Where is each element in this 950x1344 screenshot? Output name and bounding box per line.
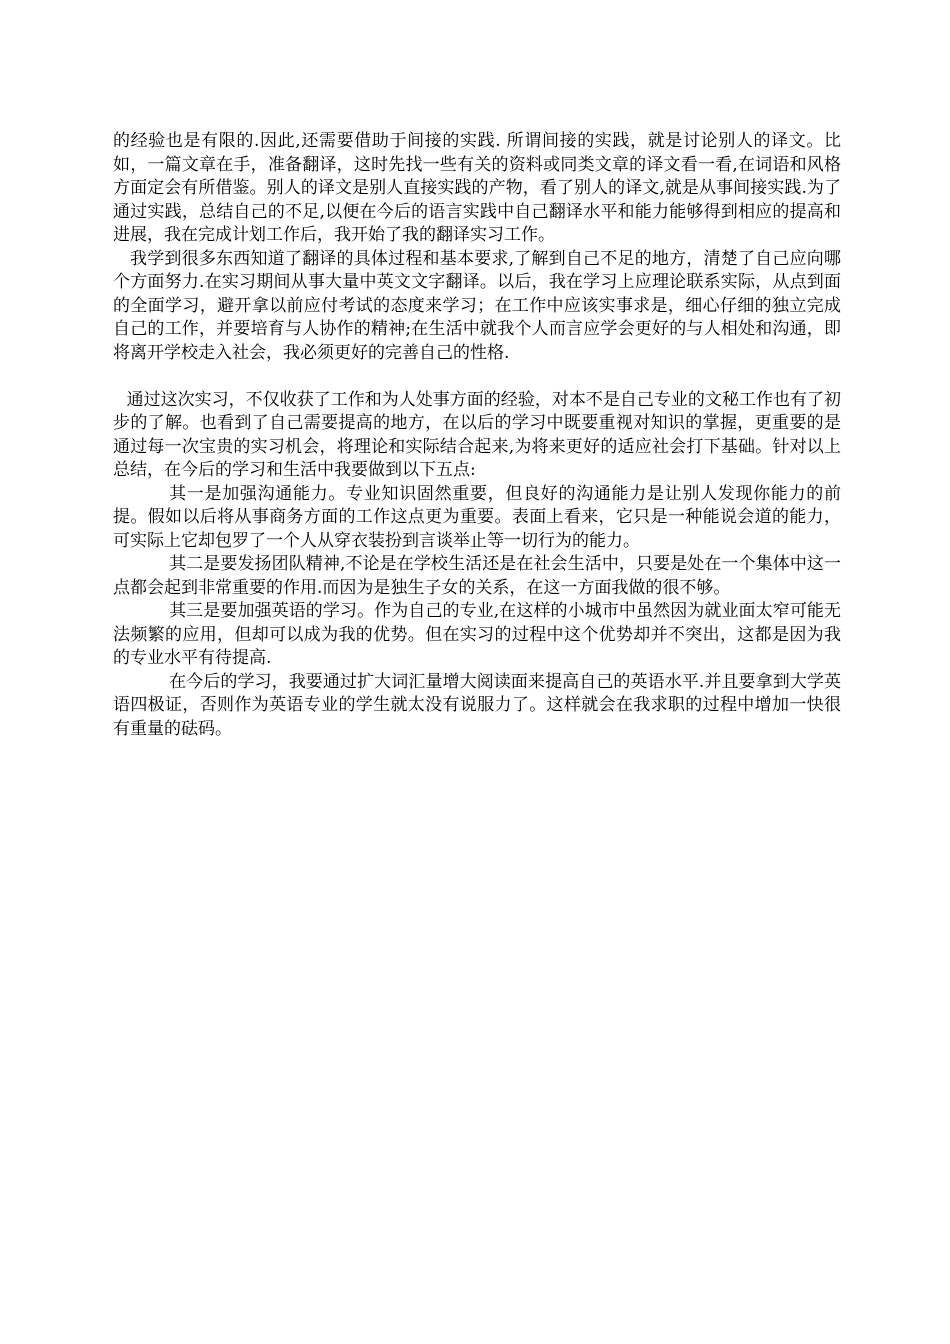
paragraph-1: 的经验也是有限的.因此,还需要借助于间接的实践. 所谓间接的实践，就是讨论别人的译文。比如，一篇文章在手，准备翻译，这时先找一些有关的资料或同类文章的译文看一看,在词语和风格方面定会有所借鉴。别人的译文是别人直接实践的产物，看了别人的译文,就是从事间接实践.为了通过实践，总结自己的不足,以便在今后的语言实践中自己翻译水平和能力能够得到相应的提高和进展，我在完成计划工作后，我开始了我的翻译实习工作。	[113, 131, 841, 245]
paragraph-5: 其二是要发扬团队精神,不论是在学校生活还是在社会生活中，只要是处在一个集体中这一点都会起到非常重要的作用.而因为是独生子女的关系，在这一方面我做的很不够。	[113, 554, 841, 598]
document-body	[113, 130, 841, 741]
paragraph-2: 我学到很多东西知道了翻译的具体过程和基本要求,了解到自己不足的地方，清楚了自己应向哪个方面努力.在实习期间从事大量中英文文字翻译。以后，我在学习上应理论联系实际，从点到面的全面学习，避开拿以前应付考试的态度来学习；在工作中应该实事求是，细心仔细的独立完成自己的工作，并要培育与人协作的精神;在生活中就我个人而言应学会更好的与人相处和沟通，即将离开学校走入社会，我必须更好的完善自己的性格.	[113, 248, 841, 363]
paragraph-3: 通过这次实习，不仅收获了工作和为人处事方面的经验，对本不是自己专业的文秘工作也有了初步的了解。也看到了自己需要提高的地方，在以后的学习中既要重视对知识的掌握，更重要的是通过每一次宝贵的实习机会，将理论和实际结合起来,为将来更好的适应社会打下基础。针对以上总结，在今后的学习和生活中我要做到以下五点:	[113, 389, 841, 480]
paragraph-spacer	[113, 365, 841, 389]
paragraph-7: 在今后的学习，我要通过扩大词汇量增大阅读面来提高自己的英语水平.并且要拿到大学英语四极证，否则作为英语专业的学生就太没有说服力了。这样就会在我求职的过程中增加一快很有重量的砝码。	[113, 671, 841, 739]
paragraph-6: 其三是要加强英语的学习。作为自己的专业,在这样的小城市中虽然因为就业面太窄可能无法频繁的应用，但却可以成为我的优势。但在实习的过程中这个优势却并不突出，这都是因为我的专业水平有待提高.	[113, 601, 841, 668]
paragraph-4: 其一是加强沟通能力。专业知识固然重要，但良好的沟通能力是让别人发现你能力的前提。假如以后将从事商务方面的工作这点更为重要。表面上看来，它只是一种能说会道的能力，可实际上它却包罗了一个人从穿衣装扮到言谈举止等一切行为的能力。	[113, 483, 841, 551]
